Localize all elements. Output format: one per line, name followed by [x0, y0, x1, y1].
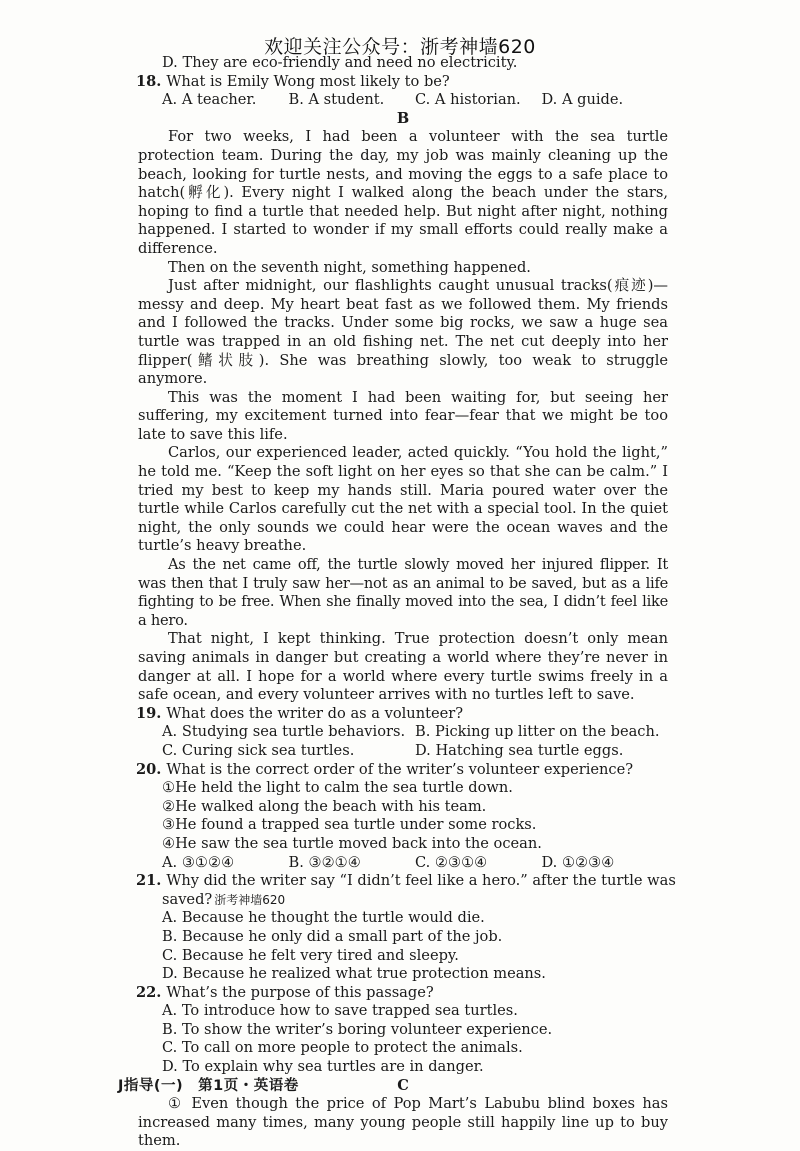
option-c: C. Because he felt very tired and sleepy. [162, 946, 459, 964]
question-number: 21. [136, 872, 162, 890]
paragraph: ① Even though the price of Pop Mart’s Labubu blind boxes has increased many times, many young people still happily line up to buy them. [138, 1095, 668, 1150]
question-20 [138, 761, 668, 780]
option-a: A. A teacher. [162, 91, 257, 109]
paragraph: Just after midnight, our flashlights caught unusual tracks(痕迹)— messy and deep. My heart beat fast as we followed them. My friends and I followed the tracks. Under some big rocks, we saw a huge sea turtle was trapped in an old fishing net. The net cut deeply into her flipper(鳍状肢). She was breathing slowly, too weak to struggle anymore. [138, 277, 668, 388]
option-b: B. Because he only did a small part of the job. [162, 927, 503, 945]
question-number: 20. [136, 760, 162, 778]
question-19 [138, 705, 668, 724]
paragraph: As the net came off, the turtle slowly moved her injured flipper. It was then that I truly saw her—not as an animal to be saved, but as a life fighting to be free. When she finally moved into the sea, I didn’t feel like a hero. [138, 556, 668, 629]
question-number: 18. [136, 72, 162, 90]
option-b: B. A student. [288, 91, 385, 109]
watermark-text: 欢迎关注公众号：浙考神墙620 [264, 36, 536, 58]
q20-item-4: ④He saw the sea turtle moved back into the ocean. [162, 834, 542, 852]
question-text: Why did the writer say “I didn’t feel like a hero.” after the turtle was [166, 872, 676, 890]
option-a: A. Because he thought the turtle would die. [162, 909, 485, 927]
paragraph: For two weeks, I had been a volunteer with the sea turtle protection team. During the day, my job was mainly cleaning up the beach, looking for turtle nests, and moving the eggs to a safe place to hatch(孵化). Every night I walked along the beach under the stars, hoping to find a turtle that needed help. But night after night, nothing happened. I started to wonder if my small efforts could really make a difference. [138, 128, 668, 257]
passage-b [138, 128, 668, 704]
question-21 [136, 872, 676, 891]
option-a: A. To introduce how to save trapped sea turtles. [162, 1002, 518, 1020]
option-c: C. A historian. [415, 91, 521, 109]
question-18 [138, 73, 668, 92]
inline-watermark: 浙考神墙620 [214, 892, 286, 907]
paragraph: Carlos, our experienced leader, acted quickly. “You hold the light,” he told me. “Keep the soft light on her eyes so that she can be calm.” I tried my best to keep my hands still. Maria poured water over the turtle while Carlos carefully cut the net with a special tool. In the quiet night, the only sounds we could hear were the ocean waves and the turtle’s heavy breathe. [138, 444, 668, 555]
section-heading-c: C [397, 1076, 409, 1094]
option-b: B. ③②①④ [288, 853, 361, 871]
q19-options-row-1 [138, 723, 668, 742]
q20-item-2: ②He walked along the beach with his team. [162, 797, 487, 815]
question-text: What does the writer do as a volunteer? [166, 704, 464, 722]
question-22 [138, 984, 668, 1003]
page-footer: J指导(一) 第1页・英语卷 [118, 1078, 299, 1094]
q18-options [138, 91, 668, 110]
question-text-cont: saved? [162, 890, 213, 908]
option-a: A. Studying sea turtle behaviors. [162, 723, 406, 741]
question-text: What is Emily Wong most likely to be? [166, 72, 450, 90]
q19-options-row-2 [138, 742, 668, 761]
paragraph: Then on the seventh night, something happened. [168, 258, 531, 276]
question-number: 22. [136, 983, 162, 1001]
question-21-cont [138, 891, 668, 910]
question-text: What is the correct order of the writer’s volunteer experience? [166, 760, 634, 778]
option-c: C. Curing sick sea turtles. [162, 741, 355, 759]
paragraph: This was the moment I had been waiting for, but seeing her suffering, my excitement turned into fear—fear that we might be too late to save this life. [138, 388, 668, 443]
q20-item-1: ①He held the light to calm the sea turtle down. [162, 779, 513, 797]
option-d: D. To explain why sea turtles are in danger. [162, 1058, 484, 1076]
q20-item-3: ③He found a trapped sea turtle under some rocks. [162, 816, 537, 834]
option-d: D. Hatching sea turtle eggs. [415, 741, 624, 759]
paragraph: That night, I kept thinking. True protection doesn’t only mean saving animals in danger but creating a world where they’re never in danger at all. I hope for a world where every turtle swims freely in a safe ocean, and every volunteer arrives with no turtles left to save. [138, 630, 668, 704]
question-number: 19. [136, 704, 162, 722]
option-d: D. A guide. [541, 91, 624, 109]
option-c: C. To call on more people to protect the animals. [162, 1039, 523, 1057]
q17-option-d: D. They are eco-friendly and need no electricity. [162, 54, 518, 71]
option-b: B. Picking up litter on the beach. [415, 723, 660, 741]
passage-c [138, 1095, 668, 1151]
section-heading-b: B [396, 109, 410, 127]
option-d: D. Because he realized what true protection means. [162, 965, 546, 983]
option-d: D. ①②③④ [541, 853, 615, 871]
q20-options [138, 854, 668, 873]
question-text: What’s the purpose of this passage? [166, 983, 434, 1001]
option-b: B. To show the writer’s boring volunteer experience. [162, 1020, 553, 1038]
option-c: C. ②③①④ [415, 853, 488, 871]
exam-page [136, 54, 676, 1151]
option-a: A. ③①②④ [162, 853, 235, 871]
